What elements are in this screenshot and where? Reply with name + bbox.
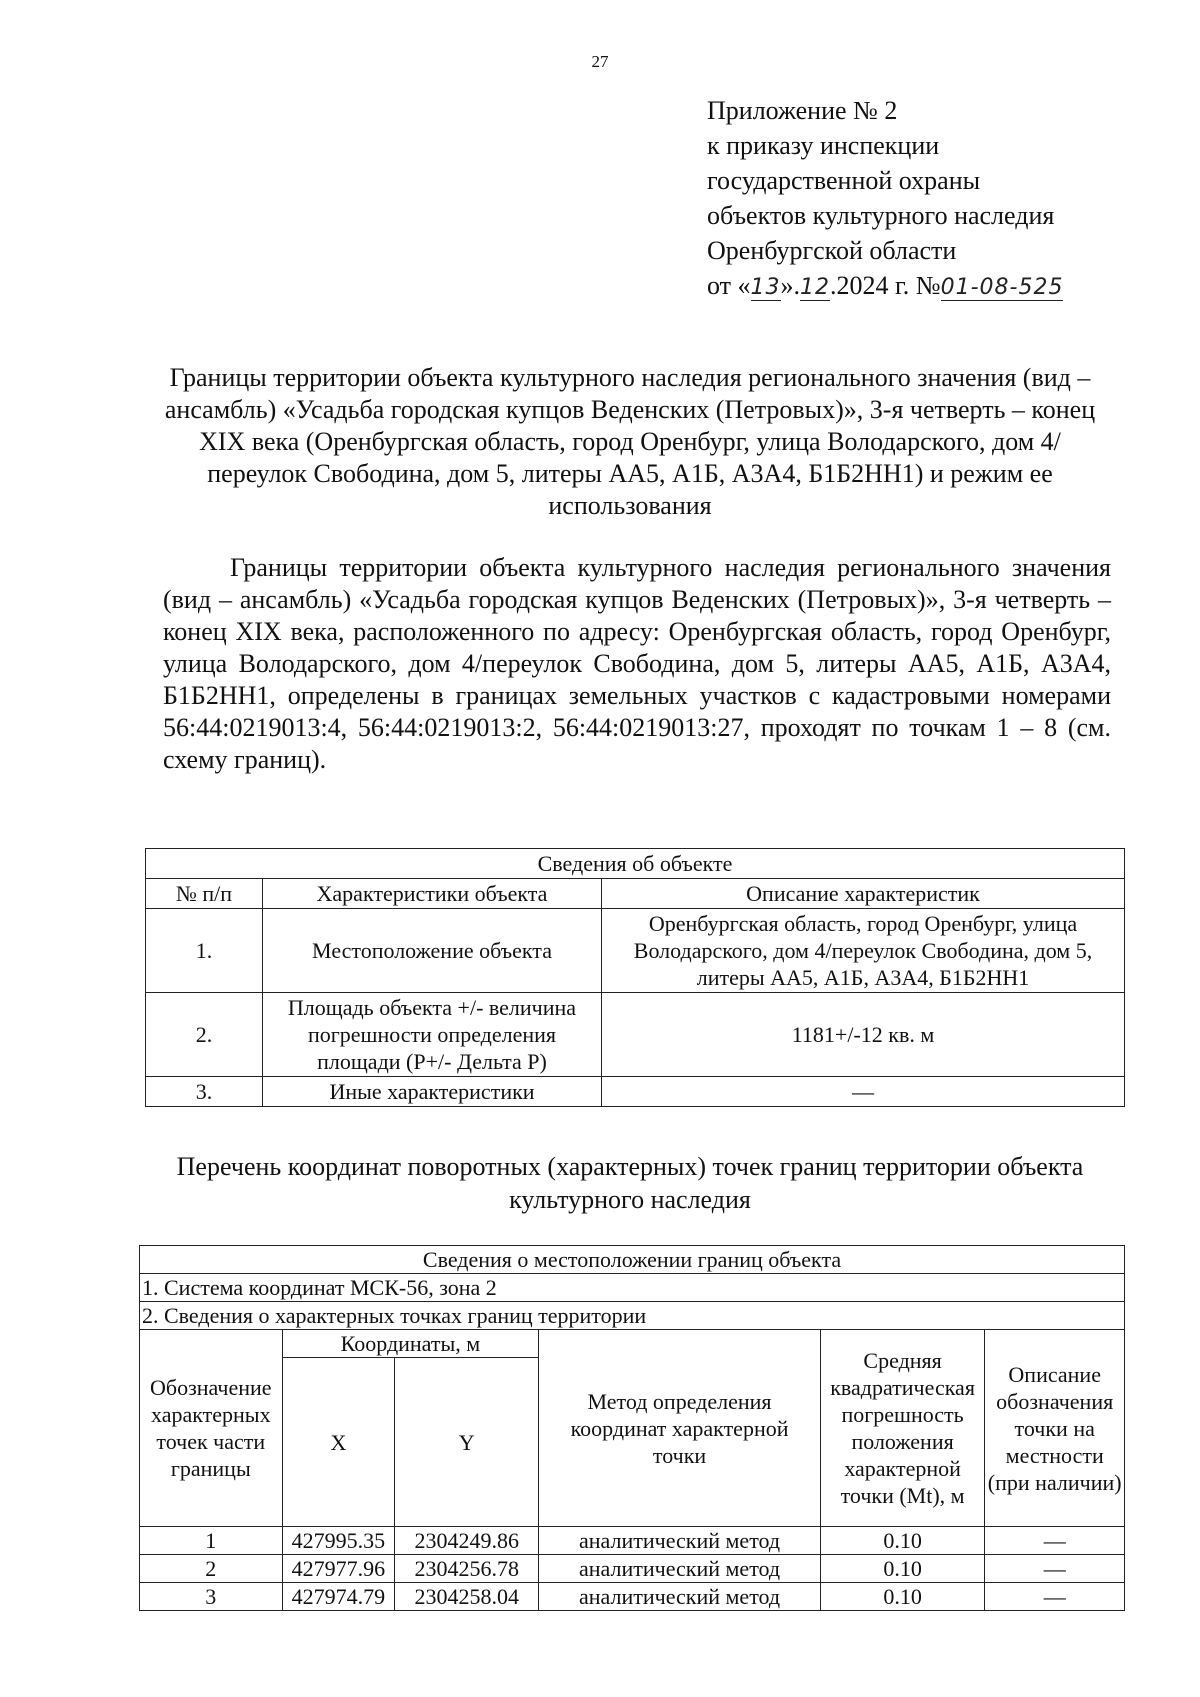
object-table-caption: Сведения об объекте	[146, 849, 1125, 879]
handwritten-month: 12	[800, 275, 831, 300]
cell-point-description: —	[985, 1555, 1125, 1583]
cell-characteristic: Площадь объекта +/- величина погрешности определения площади (P+/- Дельта P)	[263, 993, 602, 1077]
header-designation: Обозначение характерных точек части границы	[140, 1330, 283, 1527]
cell-description: —	[602, 1077, 1125, 1107]
header-number: № п/п	[146, 879, 263, 909]
appendix-line: Приложение № 2	[707, 96, 898, 125]
cell-method: аналитический метод	[539, 1583, 821, 1611]
cell-description: 1181+/-12 кв. м	[602, 993, 1125, 1077]
cell-error: 0.10	[820, 1583, 985, 1611]
cell-x: 427974.79	[282, 1583, 395, 1611]
appendix-line: к приказу инспекции	[707, 131, 940, 160]
date-year: .2024 г. №	[830, 271, 941, 300]
coordinate-system-row: 1. Система координат МСК-56, зона 2	[140, 1274, 1125, 1302]
cell-point: 3	[140, 1583, 283, 1611]
page-number: 27	[591, 52, 609, 71]
cell-y: 2304249.86	[395, 1527, 539, 1555]
table-row	[146, 909, 1125, 993]
points-info-row: 2. Сведения о характерных точках границ территории	[140, 1302, 1125, 1330]
header-point-description: Описание обозначения точки на местности (при наличии)	[985, 1330, 1125, 1527]
cell-method: аналитический метод	[539, 1555, 821, 1583]
cell-number: 2.	[146, 993, 263, 1077]
table-row	[140, 1527, 1125, 1555]
cell-number: 1.	[146, 909, 263, 993]
header-coordinates: Координаты, м	[282, 1330, 539, 1358]
header-y: Y	[395, 1358, 539, 1527]
cell-y: 2304258.04	[395, 1583, 539, 1611]
cell-point-description: —	[985, 1527, 1125, 1555]
cell-x: 427977.96	[282, 1555, 395, 1583]
table-row	[146, 993, 1125, 1077]
header-method: Метод определения координат характерной точки	[539, 1330, 821, 1527]
cell-characteristic: Иные характеристики	[263, 1077, 602, 1107]
cell-point: 2	[140, 1555, 283, 1583]
header-x: X	[282, 1358, 395, 1527]
cell-error: 0.10	[820, 1527, 985, 1555]
cell-method: аналитический метод	[539, 1527, 821, 1555]
cell-point: 1	[140, 1527, 283, 1555]
cell-number: 3.	[146, 1077, 263, 1107]
cell-point-description: —	[985, 1583, 1125, 1611]
cell-x: 427995.35	[282, 1527, 395, 1555]
coordinates-list-title: Перечень координат поворотных (характерных) точек границ территории объекта культурного наследия	[176, 1152, 1084, 1214]
document-title: Границы территории объекта культурного наследия регионального значения (вид – ансамбль) «Усадьба городская купцов Веденских (Петровых)», 3-я четверть – конец XIX века (Оренбургская область, город Оренбург, улица Володарского, дом 4/переулок Свободина, дом 5, литеры АА5, А1Б, А3А4, Б1Б2НН1) и режим ее использования	[164, 363, 1096, 520]
date-mid: ».	[780, 271, 801, 300]
appendix-line: государственной охраны	[707, 166, 981, 195]
date-prefix: от «	[707, 271, 751, 300]
cell-description: Оренбургская область, город Оренбург, улица Володарского, дом 4/переулок Свободина, дом 5, литеры АА5, А1Б, А3А4, Б1Б2НН1	[602, 909, 1125, 993]
appendix-block	[707, 93, 1063, 303]
coordinates-table	[139, 1245, 1125, 1611]
handwritten-order-number: 01-08-525	[940, 275, 1064, 300]
cell-error: 0.10	[820, 1555, 985, 1583]
appendix-date-line	[707, 268, 1063, 303]
appendix-line: Оренбургской области	[707, 236, 957, 265]
cell-characteristic: Местоположение объекта	[263, 909, 602, 993]
handwritten-day: 13	[750, 275, 781, 300]
table-row	[140, 1583, 1125, 1611]
header-characteristics: Характеристики объекта	[263, 879, 602, 909]
appendix-line: объектов культурного наследия	[707, 201, 1055, 230]
cell-y: 2304256.78	[395, 1555, 539, 1583]
header-description: Описание характеристик	[602, 879, 1125, 909]
object-info-table	[145, 848, 1125, 1107]
table-row	[146, 1077, 1125, 1107]
body-paragraph: Границы территории объекта культурного наследия регионального значения (вид – ансамбль) «Усадьба городская купцов Веденских (Петровых)», 3-я четверть – конец XIX века, расположенного по адресу: Оренбургская область, город Оренбург, улица Володарского, дом 4/переулок Свободина, дом 5, литеры АА5, А1Б, А3А4, Б1Б2НН1, определены в границах земельных участков с кадастровыми номерами 56:44:0219013:4, 56:44:0219013:2, 56:44:0219013:27, проходят по точкам 1 – 8 (см. схему границ).	[163, 553, 1111, 774]
table-row	[140, 1555, 1125, 1583]
coords-table-caption: Сведения о местоположении границ объекта	[140, 1246, 1125, 1274]
header-error: Средняя квадратическая погрешность положения характерной точки (Mt), м	[820, 1330, 985, 1527]
